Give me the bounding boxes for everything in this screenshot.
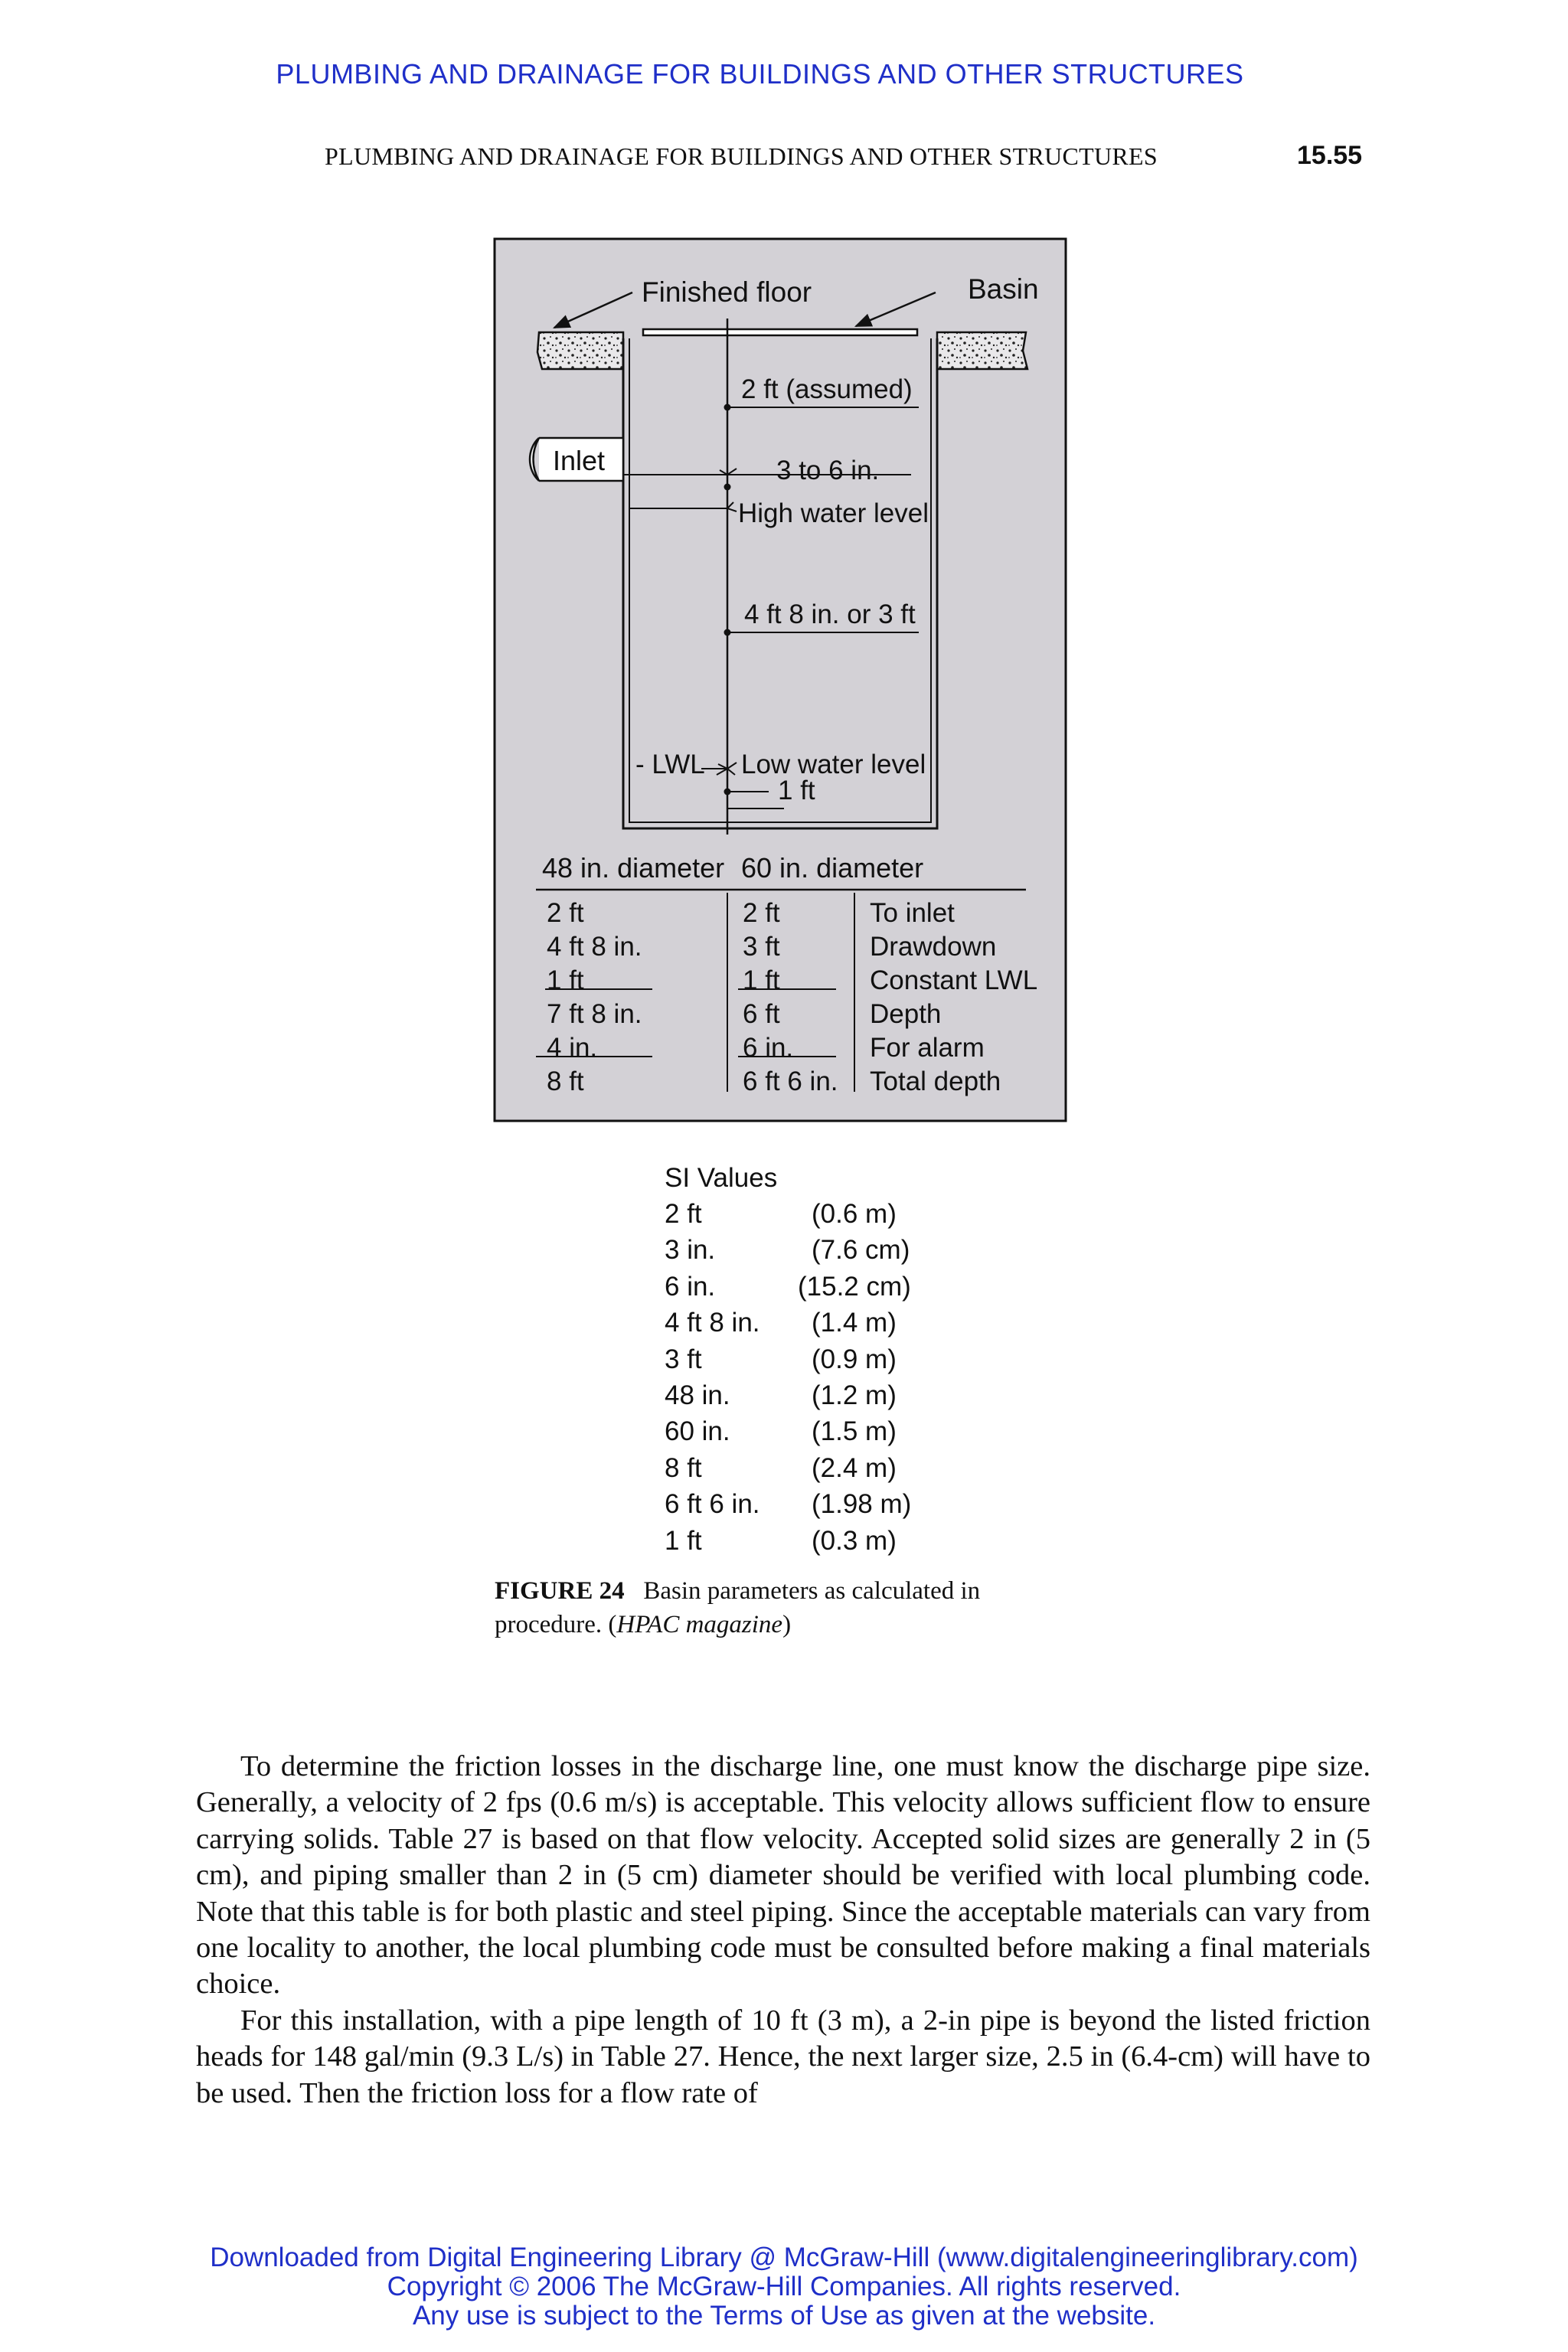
si-metric-value: (1.2 m) xyxy=(812,1380,897,1410)
table-cell-c: Total depth xyxy=(870,1067,1001,1096)
si-metric-value: (15.2 cm) xyxy=(798,1271,911,1302)
table-cell-a: 8 ft xyxy=(547,1067,584,1096)
si-imperial-value: 6 in. xyxy=(665,1271,716,1302)
figure-label: FIGURE 24 xyxy=(495,1577,625,1605)
table-header-48: 48 in. diameter xyxy=(542,852,725,884)
si-imperial-value: 3 ft xyxy=(665,1344,702,1374)
low-water-label: Low water level xyxy=(741,750,926,779)
si-imperial-value: 2 ft xyxy=(665,1199,702,1229)
lwl-label: - LWL xyxy=(635,750,705,779)
one-ft-label: 1 ft xyxy=(778,776,815,805)
basin-label: Basin xyxy=(968,273,1039,305)
figure-caption-text: Basin parameters as calculated in procedure. xyxy=(495,1577,981,1638)
si-row xyxy=(665,1523,971,1559)
table-cell-c: For alarm xyxy=(870,1033,985,1063)
si-imperial-value: 1 ft xyxy=(665,1525,702,1556)
si-metric-value: (1.5 m) xyxy=(812,1416,897,1447)
paragraph-2: For this installation, with a pipe length of 10 ft (3 m), a 2-in pipe is beyond the listed friction heads for 148 gal/min (9.3 L/s) in Table 27. Hence, the next larger size, 2.5 in (6.4-cm) will have to be used. Then the friction loss for a flow rate of xyxy=(196,2004,1370,2109)
paragraph-1: To determine the friction losses in the discharge line, one must know the discharge pipe size. Generally, a velocity of 2 fps (0.6 m/s) is acceptable. This velocity allows sufficient flow to ensure carrying solids. Table 27 is based on that flow velocity. Accepted solid sizes are generally 2 in (5 cm), and piping smaller than 2 in (5 cm) diameter should be verified with local plumbing code. Note that this table is for both plastic and steel piping. Since the acceptable materials can vary from one locality to another, the local plumbing code must be consulted before making a final materials choice. xyxy=(196,1750,1370,2001)
table-cell-b: 6 ft 6 in. xyxy=(743,1067,838,1096)
table-header-60: 60 in. diameter xyxy=(741,852,924,884)
finished-floor-label: Finished floor xyxy=(642,276,812,308)
inlet-label: Inlet xyxy=(553,445,606,476)
blue-header-title: PLUMBING AND DRAINAGE FOR BUILDINGS AND OTHER STRUCTURES xyxy=(276,58,1244,90)
si-row xyxy=(665,1269,971,1305)
table-cell-c: Constant LWL xyxy=(870,965,1038,995)
si-metric-value: (1.4 m) xyxy=(812,1308,897,1338)
high-water-label: High water level xyxy=(738,498,929,528)
table-cell-a: 4 in. xyxy=(547,1033,598,1063)
si-imperial-value: 3 in. xyxy=(665,1235,716,1266)
running-head: PLUMBING AND DRAINAGE FOR BUILDINGS AND OTHER STRUCTURES xyxy=(325,142,1158,170)
si-values-title: SI Values xyxy=(665,1163,778,1193)
si-row xyxy=(665,1232,971,1268)
si-imperial-value: 60 in. xyxy=(665,1416,730,1447)
si-row xyxy=(665,1486,971,1522)
si-values-table xyxy=(665,1160,971,1559)
table-cell-b: 2 ft xyxy=(743,898,780,928)
si-imperial-value: 8 ft xyxy=(665,1452,702,1483)
floor-slab-left xyxy=(537,332,623,369)
footer-line-1[interactable]: Downloaded from Digital Engineering Library @ McGraw-Hill (www.digitalengineeringlibrary.com) xyxy=(210,2243,1358,2272)
si-metric-value: (0.6 m) xyxy=(812,1199,897,1229)
si-metric-value: (1.98 m) xyxy=(812,1489,912,1520)
body-text xyxy=(196,1749,1370,2112)
si-row xyxy=(665,1341,971,1377)
floor-slab-right xyxy=(937,332,1027,369)
figure-caption: FIGURE 24 Basin parameters as calculated in procedure. (HPAC magazine) xyxy=(495,1577,981,1638)
assumed-dimension-label: 2 ft (assumed) xyxy=(741,374,913,404)
footer-line-3: Any use is subject to the Terms of Use as given at the website. xyxy=(412,2301,1156,2331)
table-cell-c: Depth xyxy=(870,999,942,1029)
si-row xyxy=(665,1413,971,1449)
table-cell-b: 6 ft xyxy=(743,999,780,1029)
table-cell-b: 1 ft xyxy=(743,965,780,995)
table-cell-b: 3 ft xyxy=(743,932,780,962)
si-metric-value: (0.3 m) xyxy=(812,1525,897,1556)
table-cell-a: 4 ft 8 in. xyxy=(547,932,642,962)
page-number: 15.55 xyxy=(1297,141,1363,170)
figure-source: HPAC magazine xyxy=(616,1611,783,1638)
table-cell-a: 2 ft xyxy=(547,898,584,928)
footer xyxy=(0,2243,1568,2331)
footer-line-2: Copyright © 2006 The McGraw-Hill Companies. All rights reserved. xyxy=(387,2272,1181,2301)
table-cell-c: Drawdown xyxy=(870,932,997,962)
si-imperial-value: 48 in. xyxy=(665,1380,730,1410)
table-cell-b: 6 in. xyxy=(743,1033,794,1063)
si-row xyxy=(665,1450,971,1486)
si-row xyxy=(665,1377,971,1413)
si-metric-value: (0.9 m) xyxy=(812,1344,897,1374)
drawdown-dimension-label: 4 ft 8 in. or 3 ft xyxy=(744,599,916,629)
table-cell-c: To inlet xyxy=(870,898,955,928)
basin-figure xyxy=(493,237,1069,1125)
si-row xyxy=(665,1305,971,1341)
three-to-six-label: 3 to 6 in. xyxy=(776,456,880,485)
table-cell-a: 7 ft 8 in. xyxy=(547,999,642,1029)
si-metric-value: (2.4 m) xyxy=(812,1452,897,1483)
si-row xyxy=(665,1196,971,1232)
basin-cover xyxy=(643,329,917,335)
si-metric-value: (7.6 cm) xyxy=(812,1235,910,1266)
si-imperial-value: 6 ft 6 in. xyxy=(665,1489,760,1520)
table-cell-a: 1 ft xyxy=(547,965,584,995)
si-imperial-value: 4 ft 8 in. xyxy=(665,1308,760,1338)
